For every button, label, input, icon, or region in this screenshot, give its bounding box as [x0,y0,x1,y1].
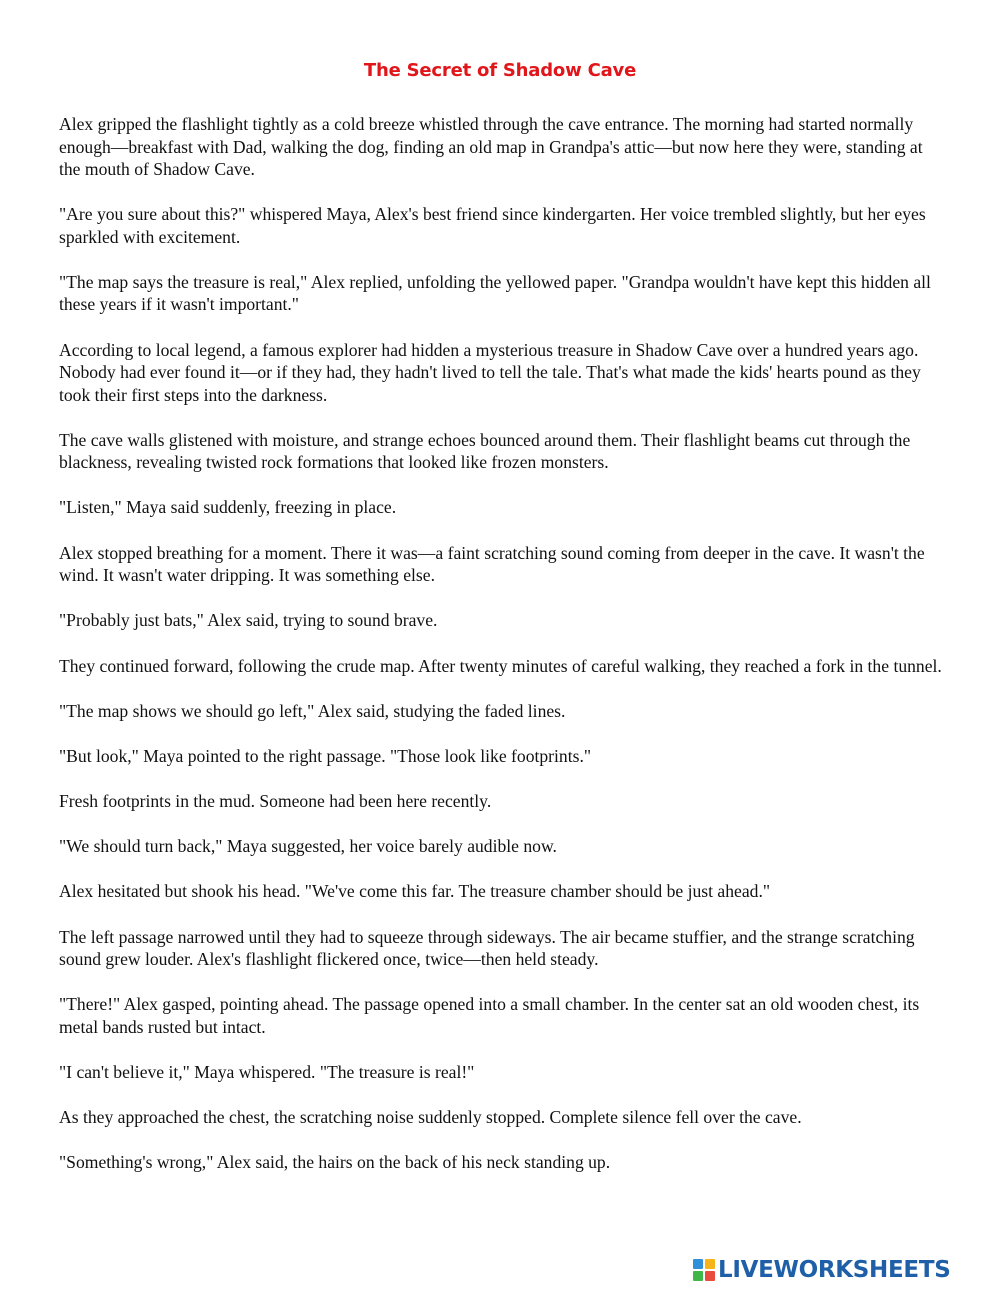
logo-block [693,1259,703,1269]
story-paragraph: "Listen," Maya said suddenly, freezing in place. [59,497,397,518]
story-paragraph: "Probably just bats," Alex said, trying to sound brave. [59,610,438,631]
story-paragraph: The left passage narrowed until they had to squeeze through sideways. The air became stuffier, and the strange scratching sound grew louder. Alex's flashlight flickered once, twice—then held steady. [59,926,915,970]
logo-blocks-icon [693,1259,715,1281]
logo-block [705,1259,715,1269]
story-paragraph: "The map says the treasure is real," Alex replied, unfolding the yellowed paper. "Grandpa wouldn't have kept this hidden all these years if it wasn't important." [59,271,931,315]
story-paragraph: Alex hesitated but shook his head. "We've come this far. The treasure chamber should be just ahead." [59,881,771,902]
liveworksheets-logo [693,1257,950,1283]
logo-block [705,1271,715,1281]
logo-block [693,1271,703,1281]
story-paragraph: The cave walls glistened with moisture, and strange echoes bounced around them. Their flashlight beams cut through the blackness, revealing twisted rock formations that looked like frozen monsters. [59,429,911,473]
story-paragraph: According to local legend, a famous explorer had hidden a mysterious treasure in Shadow Cave over a hundred years ago. Nobody had ever found it—or if they had, they hadn't lived to tell the tale. That's what made the kids' hearts pound as they took their first steps into the darkness. [59,339,921,405]
story-paragraph: Fresh footprints in the mud. Someone had been here recently. [59,791,492,812]
story-paragraph: "There!" Alex gasped, pointing ahead. The passage opened into a small chamber. In the center sat an old wooden chest, its metal bands rusted but intact. [59,994,920,1037]
story-paragraph: "Are you sure about this?" whispered Maya, Alex's best friend since kindergarten. Her voice trembled slightly, but her eyes sparkled with excitement. [59,204,926,247]
story-paragraph: As they approached the chest, the scratching noise suddenly stopped. Complete silence fell over the cave. [59,1107,802,1128]
story-paragraph: They continued forward, following the crude map. After twenty minutes of careful walking, they reached a fork in the tunnel. [59,655,942,676]
story-body [59,113,945,1197]
story-paragraph: "But look," Maya pointed to the right passage. "Those look like footprints." [59,745,592,766]
story-paragraph: "The map shows we should go left," Alex said, studying the faded lines. [59,700,566,721]
story-paragraph: "Something's wrong," Alex said, the hairs on the back of his neck standing up. [59,1152,611,1173]
story-paragraph: Alex stopped breathing for a moment. There it was—a faint scratching sound coming from deeper in the cave. It wasn't the wind. It wasn't water dripping. It was something else. [59,542,925,586]
logo-text: LIVEWORKSHEETS [718,1257,951,1283]
story-paragraph: "I can't believe it," Maya whispered. "The treasure is real!" [59,1062,475,1082]
story-paragraph: "We should turn back," Maya suggested, her voice barely audible now. [59,836,557,857]
story-title: The Secret of Shadow Cave [363,60,637,81]
story-paragraph: Alex gripped the flashlight tightly as a cold breeze whistled through the cave entrance. The morning had started normally enough—breakfast with Dad, walking the dog, finding an old map in Grandpa's attic—but now here they were, standing at the mouth of Shadow Cave. [59,114,923,179]
